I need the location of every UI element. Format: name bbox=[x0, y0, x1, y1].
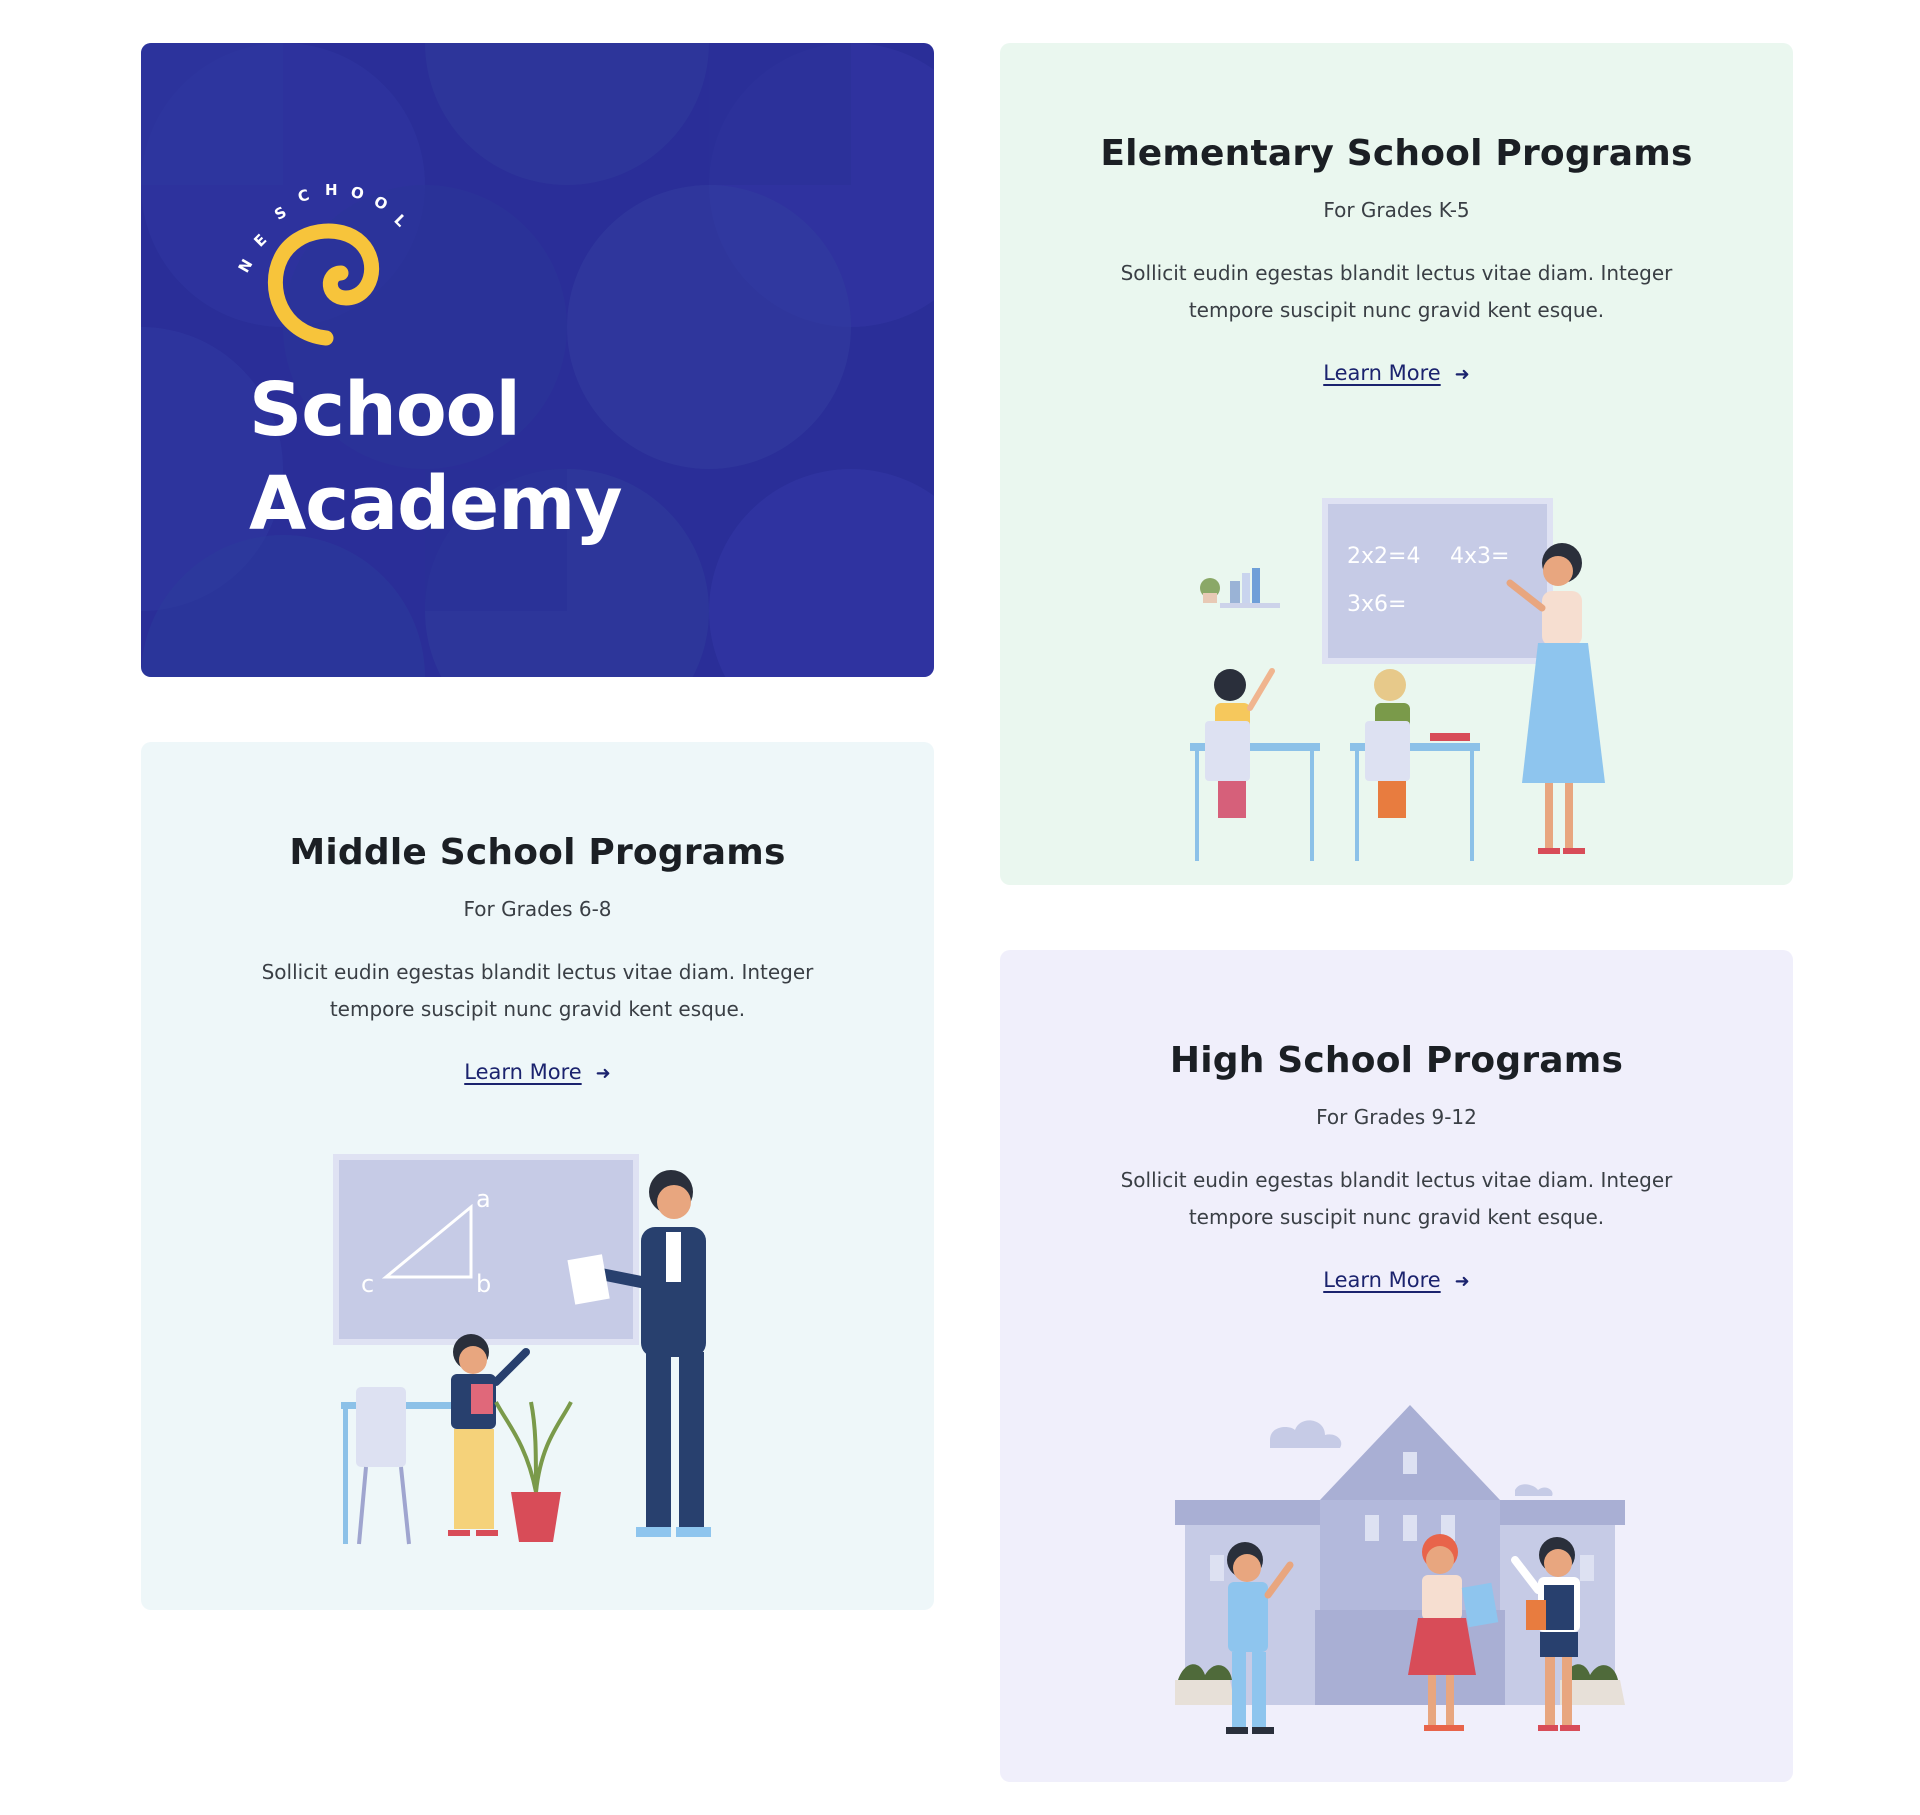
school-building-illustration bbox=[1160, 1360, 1640, 1760]
school-logo bbox=[231, 138, 431, 368]
learn-more-link[interactable]: Learn More bbox=[464, 1060, 582, 1084]
svg-text:H: H bbox=[325, 181, 338, 199]
learn-more-link[interactable]: Learn More bbox=[1323, 1268, 1441, 1292]
svg-text:O: O bbox=[348, 182, 366, 204]
program-title: High School Programs bbox=[1169, 1040, 1624, 1081]
program-title: Middle School Programs bbox=[289, 832, 786, 873]
board-text-1: 2x2=4 bbox=[1347, 544, 1421, 569]
program-title: Elementary School Programs bbox=[1100, 133, 1693, 174]
middle-program-card bbox=[141, 742, 934, 1610]
board-label-a: a bbox=[476, 1185, 491, 1213]
svg-text:S: S bbox=[271, 202, 290, 224]
svg-text:C: C bbox=[295, 185, 312, 206]
board-text-3: 3x6= bbox=[1347, 592, 1407, 617]
program-description: Sollicit eudin egestas blandit lectus vitae diam. Integer tempore suscipit nunc gravid kent esque. bbox=[1120, 1168, 1673, 1229]
hero-title-line2: Academy bbox=[249, 461, 622, 547]
svg-text:O: O bbox=[370, 192, 391, 215]
svg-text:N: N bbox=[234, 256, 257, 276]
math-class-illustration bbox=[331, 1152, 751, 1552]
board-text-2: 4x3= bbox=[1450, 544, 1510, 569]
program-description: Sollicit eudin egestas blandit lectus vitae diam. Integer tempore suscipit nunc gravid kent esque. bbox=[261, 960, 814, 1021]
learn-more-row bbox=[1000, 361, 1793, 385]
program-grades: For Grades 9-12 bbox=[1316, 1105, 1477, 1129]
svg-text:E: E bbox=[250, 230, 271, 251]
board-label-b: b bbox=[476, 1270, 492, 1298]
svg-text:L: L bbox=[390, 210, 410, 231]
learn-more-row bbox=[141, 1060, 934, 1084]
hero-title-line1: School bbox=[249, 367, 520, 453]
program-grades: For Grades K-5 bbox=[1323, 198, 1470, 222]
hero-banner bbox=[141, 43, 934, 677]
arrow-right-icon: ➜ bbox=[1454, 1271, 1470, 1292]
arrow-right-icon: ➜ bbox=[1454, 364, 1470, 385]
learn-more-row bbox=[1000, 1268, 1793, 1292]
learn-more-link[interactable]: Learn More bbox=[1323, 361, 1441, 385]
program-grades: For Grades 6-8 bbox=[463, 897, 612, 921]
hero-title bbox=[249, 363, 622, 551]
board-label-c: c bbox=[361, 1270, 375, 1298]
classroom-illustration bbox=[1170, 453, 1630, 863]
elementary-program-card bbox=[1000, 43, 1793, 885]
high-program-card bbox=[1000, 950, 1793, 1782]
arrow-right-icon: ➜ bbox=[595, 1063, 611, 1084]
program-description: Sollicit eudin egestas blandit lectus vitae diam. Integer tempore suscipit nunc gravid kent esque. bbox=[1120, 261, 1673, 322]
